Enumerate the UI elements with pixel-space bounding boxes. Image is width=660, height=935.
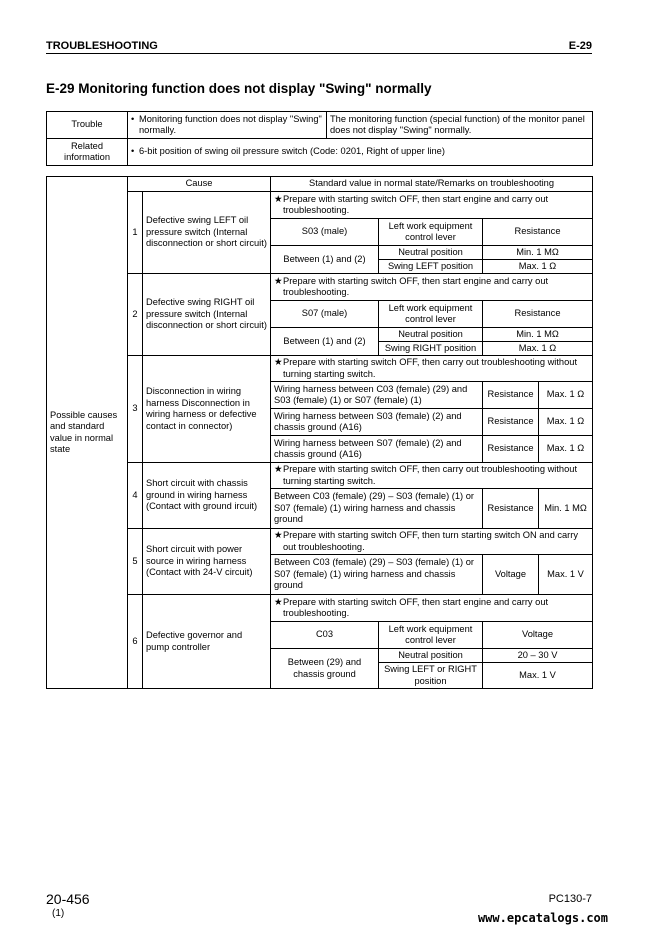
harness-description: Wiring harness between S07 (female) (2) and chassis ground (A16): [271, 436, 483, 463]
trouble-label: Trouble: [47, 112, 128, 139]
remark-text: Prepare with starting switch OFF, then start engine and carry out troubleshooting.: [283, 275, 549, 297]
star-icon: ★: [274, 530, 283, 540]
measure-type: Resistance: [483, 219, 593, 246]
trouble-table: [46, 111, 593, 166]
lever-position: Neutral position: [379, 246, 483, 260]
cause-text: Short circuit with chassis ground in wiring harness (Contact with ground ircuit): [143, 463, 271, 529]
remark-cell: [271, 192, 593, 219]
remark-text: Prepare with starting switch OFF, then start engine and carry out troubleshooting.: [283, 193, 549, 215]
harness-description: Between C03 (female) (29) – S03 (female) (1) or S07 (female) (1) wiring harness and chassis ground: [271, 555, 483, 595]
cause-number: 4: [128, 463, 143, 529]
standard-value: Max. 1 Ω: [539, 436, 593, 463]
standard-value: Max. 1 Ω: [539, 382, 593, 409]
related-text: 6-bit position of swing oil pressure switch (Code: 0201, Right of upper line): [139, 146, 445, 157]
harness-description: Between C03 (female) (29) – S03 (female) (1) or S07 (female) (1) wiring harness and chassis ground: [271, 489, 483, 529]
star-icon: ★: [274, 596, 283, 607]
cause-number: 3: [128, 356, 143, 463]
remark-text: Prepare with starting switch OFF, then turn starting switch ON and carry out troubleshooting.: [283, 530, 579, 552]
remark-cell: [271, 595, 593, 622]
star-icon: ★: [274, 357, 283, 367]
star-icon: ★: [274, 275, 283, 286]
remark-text: Prepare with starting switch OFF, then start engine and carry out troubleshooting.: [283, 596, 549, 618]
remark-cell: [271, 356, 593, 382]
related-label: Related information: [47, 139, 128, 166]
standard-value: Min. 1 MΩ: [483, 328, 593, 342]
header-divider: [46, 53, 592, 54]
lever-position: Neutral position: [379, 649, 483, 663]
harness-description: Wiring harness between C03 (female) (29) and S03 (female) (1) or S07 (female) (1): [271, 382, 483, 409]
remark-cell: [271, 463, 593, 489]
standard-value: Max. 1 V: [539, 555, 593, 595]
measure-type: Voltage: [483, 622, 593, 649]
cause-number: 1: [128, 192, 143, 274]
measure-type: Resistance: [483, 436, 539, 463]
remark-text: Prepare with starting switch OFF, then carry out troubleshooting without turning starting switch.: [283, 464, 578, 486]
measure-points: Between (1) and (2): [271, 246, 379, 274]
standard-value: Min. 1 MΩ: [483, 246, 593, 260]
cause-text: Defective swing LEFT oil pressure switch (Internal disconnection or short circuit): [143, 192, 271, 274]
star-icon: ★: [274, 464, 283, 474]
trouble-text-left: Monitoring function does not display "Swing" normally.: [139, 113, 322, 135]
trouble-left-cell: [128, 112, 327, 139]
bullet: •: [131, 113, 135, 124]
related-cell: [128, 139, 593, 166]
standard-header: Standard value in normal state/Remarks on troubleshooting: [271, 177, 593, 192]
harness-description: Wiring harness between S03 (female) (2) and chassis ground (A16): [271, 409, 483, 436]
trouble-text-right: The monitoring function (special function) of the monitor panel does not display "Swing" normally.: [327, 112, 593, 139]
page-number: 20-456: [46, 891, 90, 907]
standard-value: 20 – 30 V: [483, 649, 593, 663]
measure-points: Between (1) and (2): [271, 328, 379, 356]
cause-number: 2: [128, 274, 143, 356]
star-icon: ★: [274, 193, 283, 204]
cause-text: Defective governor and pump controller: [143, 595, 271, 689]
lever-header: Left work equipment control lever: [379, 219, 483, 246]
measure-type: Resistance: [483, 301, 593, 328]
standard-value: Max. 1 Ω: [483, 260, 593, 274]
bullet: •: [131, 146, 135, 157]
troubleshooting-table: [46, 176, 593, 689]
possible-causes-label: Possible causes and standard value in normal state: [47, 177, 128, 689]
standard-value: Max. 1 V: [483, 663, 593, 689]
page-revision: (1): [52, 908, 65, 919]
watermark-link[interactable]: www.epcatalogs.com: [477, 911, 608, 925]
lever-position: Swing LEFT or RIGHT position: [379, 663, 483, 689]
page-title: E-29 Monitoring function does not display "Swing" normally: [46, 81, 432, 96]
standard-value: Max. 1 Ω: [539, 409, 593, 436]
cause-text: Short circuit with power source in wiring harness (Contact with 24-V circuit): [143, 529, 271, 595]
cause-text: Defective swing RIGHT oil pressure switch (Internal disconnection or short circuit): [143, 274, 271, 356]
cause-header: Cause: [128, 177, 271, 192]
header-section: TROUBLESHOOTING: [46, 40, 158, 52]
measure-type: Voltage: [483, 555, 539, 595]
measure-type: Resistance: [483, 489, 539, 529]
remark-cell: [271, 274, 593, 301]
lever-header: Left work equipment control lever: [379, 622, 483, 649]
connector-cell: S07 (male): [271, 301, 379, 328]
cause-text: Disconnection in wiring harness Disconnection in wiring harness or defective contact in connector): [143, 356, 271, 463]
machine-model: PC130-7: [548, 893, 592, 905]
measure-type: Resistance: [483, 409, 539, 436]
measure-points: Between (29) and chassis ground: [271, 649, 379, 689]
standard-value: Min. 1 MΩ: [539, 489, 593, 529]
measure-type: Resistance: [483, 382, 539, 409]
connector-cell: S03 (male): [271, 219, 379, 246]
remark-cell: [271, 529, 593, 555]
cause-number: 6: [128, 595, 143, 689]
connector-cell: C03: [271, 622, 379, 649]
cause-number: 5: [128, 529, 143, 595]
lever-position: Swing LEFT position: [379, 260, 483, 274]
lever-position: Swing RIGHT position: [379, 342, 483, 356]
remark-text: Prepare with starting switch OFF, then carry out troubleshooting without turning starting switch.: [283, 357, 578, 379]
lever-position: Neutral position: [379, 328, 483, 342]
header-page-code: E-29: [568, 40, 592, 52]
lever-header: Left work equipment control lever: [379, 301, 483, 328]
standard-value: Max. 1 Ω: [483, 342, 593, 356]
